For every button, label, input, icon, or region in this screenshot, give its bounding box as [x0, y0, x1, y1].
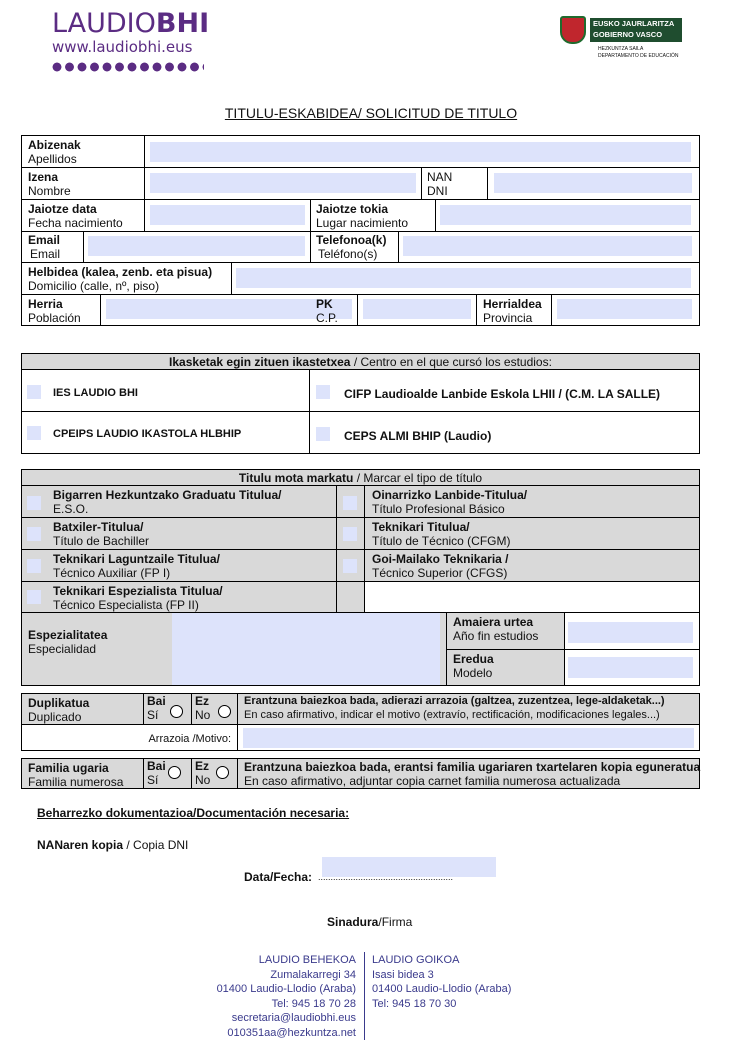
title-label-fp1-es: Técnico Auxiliar (FP I) [53, 566, 171, 580]
specialty-input[interactable] [173, 613, 439, 685]
school-checkbox-ies-laudio[interactable] [27, 385, 41, 399]
specialty-label-eu: Espezialitatea [28, 628, 108, 642]
duplicate-yes-es: Sí [147, 708, 159, 722]
footer-right-title: LAUDIO GOIKOA [372, 954, 460, 966]
duplicate-yes-eu: Bai [147, 694, 166, 708]
birthplace-label-es: Lugar nacimiento [316, 216, 409, 230]
province-label-eu: Herrialdea [483, 297, 542, 311]
model-label-eu: Eredua [453, 652, 494, 666]
gov-line2: GOBIERNO VASCO [593, 30, 663, 39]
gov-line1: EUSKO JAURLARITZA [593, 19, 675, 28]
phone-input[interactable] [403, 236, 692, 256]
title-label-eso-eu: Bigarren Hezkuntzako Graduatu Titulua/ [53, 488, 282, 502]
duplicate-no-eu: Ez [195, 694, 210, 708]
family-label-es: Familia numerosa [28, 775, 124, 789]
logo-name-bold: BHI [155, 8, 210, 39]
family-yes-es: Sí [147, 773, 159, 787]
title-label-cfgs-es: Técnico Superior (CFGS) [372, 566, 508, 580]
duplicate-note-es: En caso afirmativo, indicar el motivo (extravío, rectificación, modificaciones legales...) [244, 709, 660, 721]
dni-label-eu: NAN [427, 170, 453, 184]
duplicate-no-radio[interactable] [218, 705, 231, 718]
province-input[interactable] [557, 299, 692, 319]
email-label-es: Email [30, 247, 61, 261]
phone-label-es: Teléfono(s) [318, 247, 378, 261]
footer-right-tel: Tel: 945 18 70 30 [372, 997, 457, 1010]
family-no-es: No [195, 773, 211, 787]
school-label-ies-laudio: IES LAUDIO BHI [53, 387, 138, 399]
birthdate-label-eu: Jaiotze data [28, 202, 97, 216]
footer-left [150, 953, 356, 1040]
family-note-es: En caso afirmativo, adjuntar copia carnet familia numerosa actualizada [244, 774, 621, 788]
title-label-bachiller-eu: Batxiler-Titulua/ [53, 520, 144, 534]
school-label-cifp: CIFP Laudioalde Lanbide Eskola LHII / (C.M. LA SALLE) [344, 387, 661, 401]
footer-left-email2[interactable]: 010351aa@hezkuntza.net [227, 1026, 356, 1039]
footer-right-street: Isasi bidea 3 [372, 968, 434, 981]
title-label-cfgm-es: Título de Técnico (CFGM) [372, 534, 511, 548]
email-label-eu: Email [28, 233, 61, 247]
title-label-fp2-es: Técnico Especialista (FP II) [53, 598, 199, 612]
logo-url: www.laudiobhi.eus [52, 38, 193, 56]
end-year-label-eu: Amaiera urtea [453, 615, 534, 629]
logo-dots [52, 62, 204, 73]
model-label-es: Modelo [453, 666, 493, 680]
pc-input[interactable] [363, 299, 471, 319]
pc-label-es: C.P. [316, 311, 338, 325]
title-label-cfgm-eu: Teknikari Titulua/ [372, 520, 470, 534]
surname-label-es: Apellidos [28, 152, 77, 166]
title-checkbox-cfgm[interactable] [343, 527, 357, 541]
footer-left-street: Zumalakarregi 34 [270, 968, 356, 981]
name-label-es: Nombre [28, 184, 71, 198]
family-no-eu: Ez [195, 759, 210, 773]
surname-input[interactable] [150, 142, 691, 162]
docs-heading-text: Beharrezko dokumentazioa/Documentación necesaria: [37, 806, 350, 820]
duplicate-label-es: Duplicado [28, 710, 82, 724]
family-label-eu: Familia ugaria [28, 761, 109, 775]
logo-name-light: LAUDIO [52, 8, 156, 39]
duplicate-label-eu: Duplikatua [28, 696, 90, 710]
duplicate-yes-radio[interactable] [170, 705, 183, 718]
school-checkbox-cpeips[interactable] [27, 426, 41, 440]
gov-sub2: DEPARTAMENTO DE EDUCACIÓN [598, 53, 679, 59]
duplicate-note-eu: Erantzuna baiezkoa bada, adierazi arrazoia (galtzea, zuzentzea, lege-aldaketak...) [244, 695, 665, 707]
date-dots: ...................................................... [318, 872, 454, 882]
town-label-es: Población [28, 311, 81, 325]
title-checkbox-eso[interactable] [27, 496, 41, 510]
dni-label-es: DNI [427, 184, 448, 198]
school-label-cpeips: CPEIPS LAUDIO IKASTOLA HLBHIP [53, 428, 242, 440]
model-input[interactable] [568, 657, 693, 678]
date-label: Data/Fecha: [244, 870, 313, 884]
title-checkbox-fp1[interactable] [27, 559, 41, 573]
gov-emblem-icon [560, 16, 586, 44]
school-label-ceps: CEPS ALMI BHIP (Laudio) [344, 429, 492, 443]
title-label-fp2-eu: Teknikari Espezialista Titulua/ [53, 584, 223, 598]
signature-label: Sinadura/Firma [327, 915, 413, 929]
title-checkbox-basic-fp[interactable] [343, 496, 357, 510]
surname-label-eu: Abizenak [28, 138, 81, 152]
family-yes-eu: Bai [147, 759, 166, 773]
end-year-input[interactable] [568, 622, 693, 643]
birthdate-input[interactable] [150, 205, 305, 225]
title-label-fp1-eu: Teknikari Laguntzaile Titulua/ [53, 552, 220, 566]
title-label-cfgs-eu: Goi-Mailako Teknikaria / [372, 552, 509, 566]
school-checkbox-cifp[interactable] [316, 385, 330, 399]
docs-item: NANaren kopia / Copia DNI [37, 838, 189, 852]
birthplace-label-eu: Jaiotze tokia [316, 202, 389, 216]
email-input[interactable] [88, 236, 305, 256]
gov-sub1: HEZKUNTZA SAILA [598, 46, 644, 52]
gov-banner [590, 18, 682, 42]
title-label-eso-es: E.S.O. [53, 502, 89, 516]
pc-label-eu: PK [316, 297, 333, 311]
family-no-radio[interactable] [216, 766, 229, 779]
phone-label-eu: Telefonoa(k) [316, 233, 387, 247]
reason-input[interactable] [243, 728, 694, 748]
form-title: TITULU-ESKABIDEA/ SOLICITUD DE TITULO [224, 105, 518, 121]
reason-label: Arrazoia /Motivo: [148, 733, 231, 745]
title-checkbox-fp2[interactable] [27, 590, 41, 604]
school-checkbox-ceps[interactable] [316, 427, 330, 441]
docs-heading [37, 806, 349, 820]
end-year-label-es: Año fin estudios [453, 629, 539, 643]
title-checkbox-cfgs[interactable] [343, 559, 357, 573]
duplicate-no-es: No [195, 708, 211, 722]
footer-left-title: LAUDIO BEHEKOA [258, 954, 356, 966]
title-checkbox-bachiller[interactable] [27, 527, 41, 541]
address-input[interactable] [236, 268, 691, 288]
footer-right-city: 01400 Laudio-Llodio (Araba) [372, 983, 512, 995]
title-label-basic-fp-eu: Oinarrizko Lanbide-Titulua/ [372, 488, 528, 502]
title-label-basic-fp-es: Título Profesional Básico [372, 502, 505, 516]
specialty-label-es: Especialidad [28, 642, 97, 656]
town-label-eu: Herria [28, 297, 63, 311]
footer-left-tel: Tel: 945 18 70 28 [271, 997, 356, 1010]
address-label-eu: Helbidea (kalea, zenb. eta pisua) [28, 265, 213, 279]
family-yes-radio[interactable] [168, 766, 181, 779]
dni-input[interactable] [494, 173, 692, 193]
footer-left-city: 01400 Laudio-Llodio (Araba) [216, 983, 356, 995]
province-label-es: Provincia [483, 311, 533, 325]
school-header: Ikasketak egin zituen ikastetxea / Centro en el que cursó los estudios: [169, 355, 552, 369]
name-input[interactable] [150, 173, 416, 193]
address-label-es: Domicilio (calle, nº, piso) [28, 279, 160, 293]
birthdate-label-es: Fecha nacimiento [28, 216, 123, 230]
family-note-eu: Erantzuna baiezkoa bada, erantsi familia ugariaren txartelaren kopia eguneratua [244, 760, 701, 774]
footer-right [372, 953, 572, 1011]
birthplace-input[interactable] [440, 205, 691, 225]
title-label-bachiller-es: Título de Bachiller [53, 534, 150, 548]
footer-left-email1[interactable]: secretaria@laudiobhi.eus [231, 1012, 356, 1024]
name-label-eu: Izena [28, 170, 59, 184]
title-type-header: Titulu mota markatu / Marcar el tipo de título [238, 471, 483, 485]
